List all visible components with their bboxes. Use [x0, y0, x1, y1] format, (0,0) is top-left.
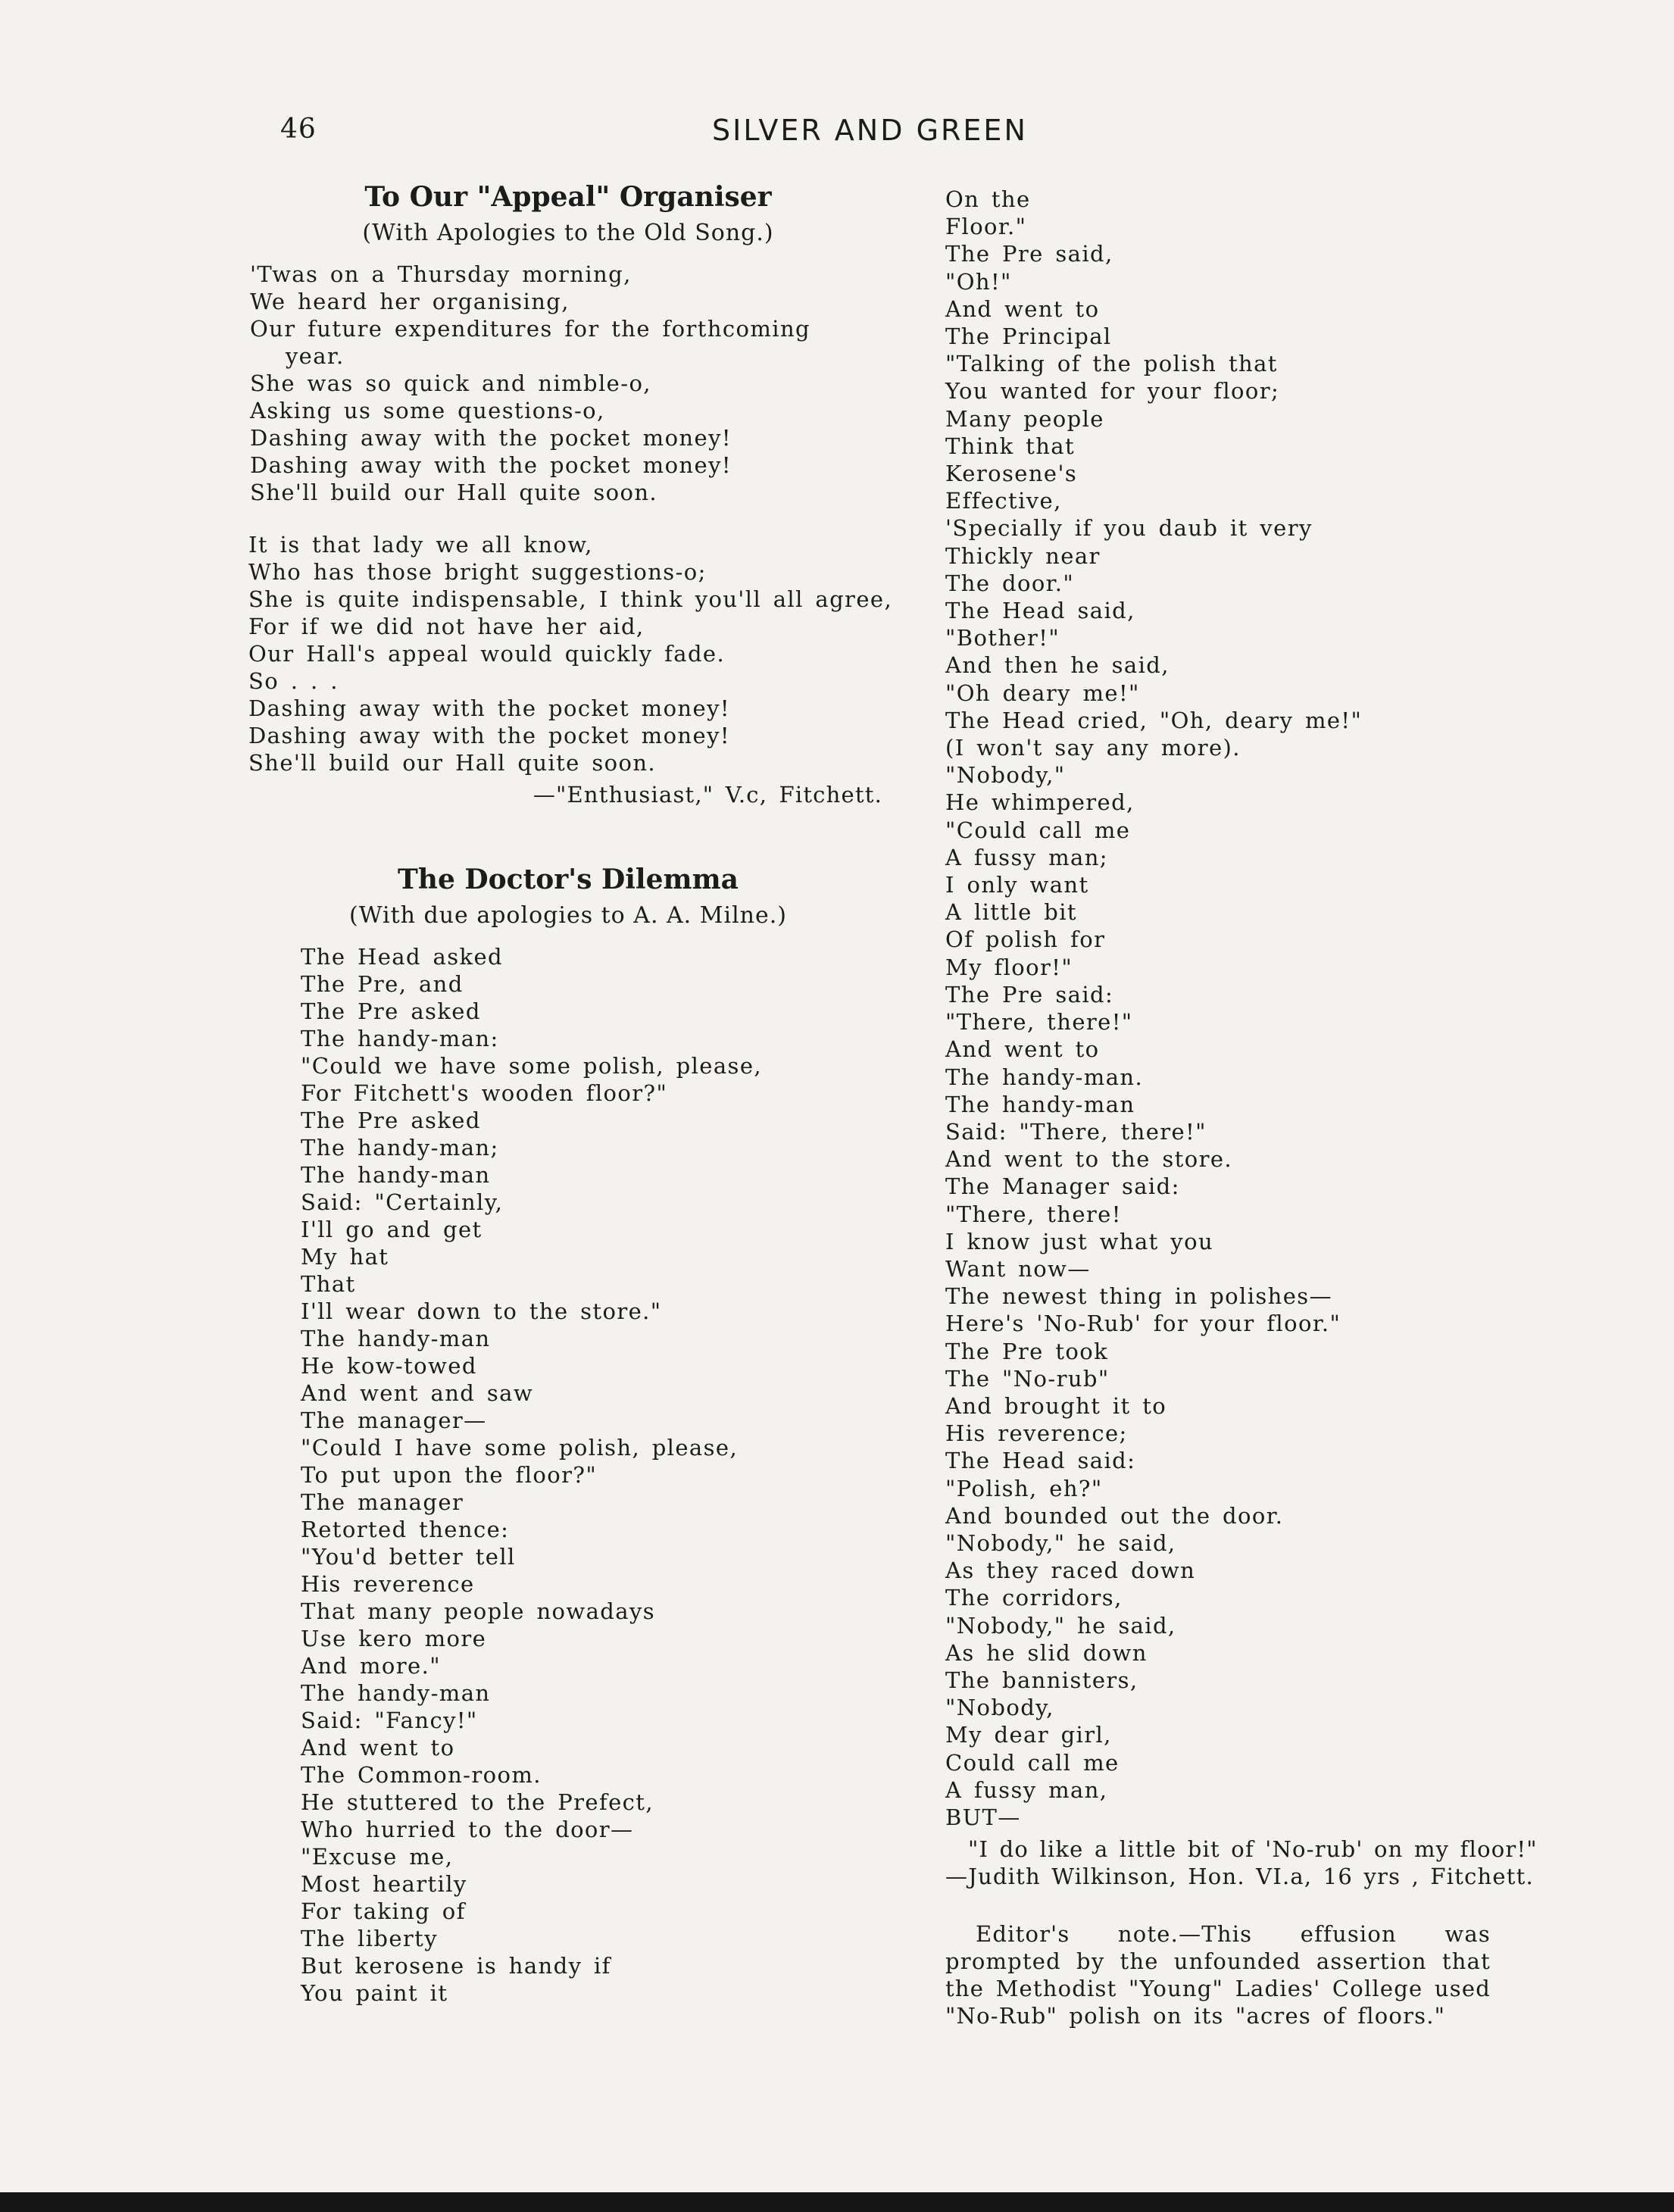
poem-line: Dashing away with the pocket money!: [248, 723, 730, 748]
poem-line: Asking us some questions-o,: [250, 398, 605, 423]
poem-line: But kerosene is handy if: [301, 1953, 611, 1979]
poem-line: "Excuse me,: [301, 1844, 454, 1870]
poem1-subtitle: (With Apologies to the Old Song.): [362, 220, 774, 246]
poem-line: The Pre said:: [945, 981, 1114, 1008]
editors-note-text: Editor's note.—This effusion was prompted by the unfounded assertion that the Methodist "Young" Ladies' College used "No-Rub" polish on its "acres of floors.": [945, 1921, 1491, 2029]
poem-line: The handy-man.: [945, 1064, 1144, 1090]
page-number: 46: [280, 114, 317, 145]
poem2-title: The Doctor's Dilemma: [398, 864, 739, 895]
poem-line: The door.": [945, 570, 1075, 596]
poem-line: The Principal: [945, 323, 1112, 350]
poem-line: Floor.": [945, 214, 1027, 240]
poem-line: Most heartily: [301, 1871, 467, 1897]
poem-line: The handy-man: [301, 1326, 491, 1351]
poem-line: The handy-man: [301, 1680, 491, 1706]
poem-line: Thickly near: [945, 542, 1101, 569]
poem-line: "Nobody," he said,: [945, 1529, 1176, 1556]
poem-line: "Oh deary me!": [945, 680, 1140, 706]
poem-line: His reverence;: [945, 1420, 1128, 1447]
poem-line: Retorted thence:: [301, 1517, 510, 1542]
poem-line: My dear girl,: [945, 1722, 1112, 1748]
poem-line: She is quite indispensable, I think you'll all agree,: [248, 586, 893, 612]
editors-note: [945, 1920, 1491, 2029]
poem-line: A fussy man;: [945, 844, 1108, 870]
poem-line: "Polish, eh?": [945, 1475, 1103, 1501]
poem-line: That: [301, 1271, 356, 1297]
poem-line: Dashing away with the pocket money!: [248, 695, 730, 721]
poem1-stanza2: [248, 531, 893, 776]
poem-line: We heard her organising,: [250, 289, 570, 314]
poem-line: On the: [945, 186, 1031, 212]
poem-line: Effective,: [945, 488, 1062, 514]
poem1-title: To Our "Appeal" Organiser: [364, 181, 772, 213]
poem-line: The manager: [301, 1489, 464, 1515]
poem-line: He whimpered,: [945, 789, 1135, 816]
poem-line: Of polish for: [945, 926, 1106, 953]
poem2-closing-line: "I do like a little bit of 'No-rub' on my floor!": [968, 1836, 1538, 1863]
poem1-stanza1: [250, 261, 890, 506]
poem-line: The handy-man;: [301, 1135, 499, 1161]
poem-line: The Pre said,: [945, 241, 1113, 267]
poem-line: As they raced down: [945, 1557, 1196, 1584]
poem-line: The Head cried, "Oh, deary me!": [945, 707, 1363, 733]
poem-line: A fussy man,: [945, 1776, 1108, 1803]
poem2-right-lines: [945, 186, 1491, 1831]
poem-line: And went and saw: [301, 1380, 534, 1406]
poem-line: "Talking of the polish that: [945, 351, 1278, 377]
poem-line: The handy-man: [945, 1091, 1135, 1117]
poem-line: Here's 'No-Rub' for your floor.": [945, 1311, 1341, 1337]
poem-line: The liberty: [301, 1926, 438, 1951]
poem-line: The "No-rub": [945, 1365, 1110, 1392]
poem-line: And more.": [301, 1653, 441, 1679]
poem-line: Could call me: [945, 1749, 1120, 1776]
running-title: SILVER AND GREEN: [712, 114, 1028, 147]
poem-line: I only want: [945, 872, 1089, 898]
poem-line: BUT—: [945, 1804, 1021, 1830]
poem-line: That many people nowadays: [301, 1598, 656, 1624]
poem-line: The handy-man:: [301, 1026, 499, 1051]
poem-line: Who hurried to the door—: [301, 1817, 634, 1842]
poem-line: The Pre asked: [301, 1108, 481, 1133]
poem-line: (I won't say any more).: [945, 735, 1241, 761]
poem-line: The Manager said:: [945, 1173, 1180, 1200]
poem-line: "Nobody,: [945, 1695, 1054, 1721]
poem-line: I'll wear down to the store.": [301, 1298, 662, 1324]
poem-line: The handy-man: [301, 1162, 491, 1188]
poem-line: "There, there!": [945, 1009, 1133, 1036]
poem-line: I'll go and get: [301, 1217, 483, 1242]
poem-line: Dashing away with the pocket money!: [250, 452, 732, 478]
poem-line: year.: [250, 343, 345, 369]
poem-line: You paint it: [301, 1980, 448, 2006]
poem-line: You wanted for your floor;: [945, 378, 1280, 405]
poem-line: Our future expenditures for the forthcoming: [250, 316, 811, 342]
poem-line: "Could call me: [945, 817, 1131, 843]
poem1-attribution: —"Enthusiast," V.c, Fitchett.: [532, 782, 882, 808]
poem-line: The Head asked: [301, 944, 503, 970]
poem-line: And brought it to: [945, 1392, 1167, 1419]
poem-line: "Nobody," he said,: [945, 1612, 1176, 1639]
page-header: [0, 114, 1674, 152]
poem-line: Dashing away with the pocket money!: [250, 425, 732, 451]
poem2-subtitle: (With due apologies to A. A. Milne.): [349, 902, 787, 929]
poem-line: The Pre, and: [301, 971, 464, 997]
poem-line: The Head said:: [945, 1448, 1136, 1474]
poem-line: Want now—: [945, 1255, 1091, 1282]
poem-line: Kerosene's: [945, 461, 1078, 487]
poem2-left-lines: [301, 943, 890, 2007]
poem-line: So . . .: [248, 668, 339, 694]
poem-line: My floor!": [945, 954, 1073, 980]
poem-line: The Pre took: [945, 1338, 1109, 1364]
poem-line: Said: "Certainly,: [301, 1189, 504, 1215]
poem-line: The manager—: [301, 1407, 487, 1433]
poem-line: Our Hall's appeal would quickly fade.: [248, 641, 726, 667]
poem-line: "You'd better tell: [301, 1544, 516, 1570]
poem2-closing: [945, 1836, 1538, 1890]
poem-line: Who has those bright suggestions-o;: [248, 559, 707, 585]
right-column: [945, 186, 1538, 2029]
poem-line: And went to: [945, 1036, 1100, 1063]
poem-line: She'll build our Hall quite soon.: [250, 480, 658, 505]
poem-line: "There, there!: [945, 1201, 1122, 1227]
poem-line: As he slid down: [945, 1639, 1148, 1666]
poem-line: The Common-room.: [301, 1762, 542, 1788]
poem-line: "Oh!": [945, 268, 1012, 295]
poem-line: Think that: [945, 433, 1076, 459]
poem-line: Many people: [945, 405, 1104, 432]
poem-line: And bounded out the door.: [945, 1502, 1284, 1529]
poem-line: 'Twas on a Thursday morning,: [250, 261, 632, 287]
poem-line: To put upon the floor?": [301, 1462, 598, 1488]
poem-line: Use kero more: [301, 1626, 487, 1651]
poem-line: He stuttered to the Prefect,: [301, 1789, 654, 1815]
poem-line: My hat: [301, 1244, 389, 1270]
poem-line: The bannisters,: [945, 1667, 1138, 1693]
poem-line: "Could we have some polish, please,: [301, 1053, 762, 1079]
poem-line: "Bother!": [945, 625, 1060, 651]
poem-line: And went to the store.: [945, 1146, 1233, 1173]
poem-line: It is that lady we all know,: [248, 532, 593, 558]
poem-line: The Pre asked: [301, 998, 481, 1024]
poem-line: And went to: [301, 1735, 455, 1761]
left-column: [246, 180, 893, 2007]
poem-line: And then he said,: [945, 652, 1170, 679]
poem-line: He kow-towed: [301, 1353, 477, 1379]
poem-line: 'Specially if you daub it very: [945, 515, 1313, 542]
poem-line: The Head said,: [945, 598, 1135, 624]
poem-line: And went to: [945, 295, 1100, 322]
scan-edge: [0, 2192, 1674, 2212]
poem-line: For if we did not have her aid,: [248, 614, 645, 639]
poem-line: For Fitchett's wooden floor?": [301, 1080, 668, 1106]
poem-line: "Nobody,": [945, 762, 1066, 789]
poem-line: "Could I have some polish, please,: [301, 1435, 739, 1461]
poem-line: She was so quick and nimble-o,: [250, 370, 651, 396]
poem-line: The newest thing in polishes—: [945, 1283, 1332, 1310]
poem2-attribution: —Judith Wilkinson, Hon. VI.a, 16 yrs , Fitchett.: [945, 1864, 1534, 1890]
poem-line: For taking of: [301, 1898, 466, 1924]
poem-line: The corridors,: [945, 1585, 1123, 1611]
poem-line: I know just what you: [945, 1228, 1214, 1254]
poem-line: A little bit: [945, 899, 1077, 926]
poem-line: His reverence: [301, 1571, 475, 1597]
poem-line: Said: "There, there!": [945, 1118, 1207, 1145]
poem-line: She'll build our Hall quite soon.: [248, 750, 657, 776]
poem-line: Said: "Fancy!": [301, 1707, 478, 1733]
